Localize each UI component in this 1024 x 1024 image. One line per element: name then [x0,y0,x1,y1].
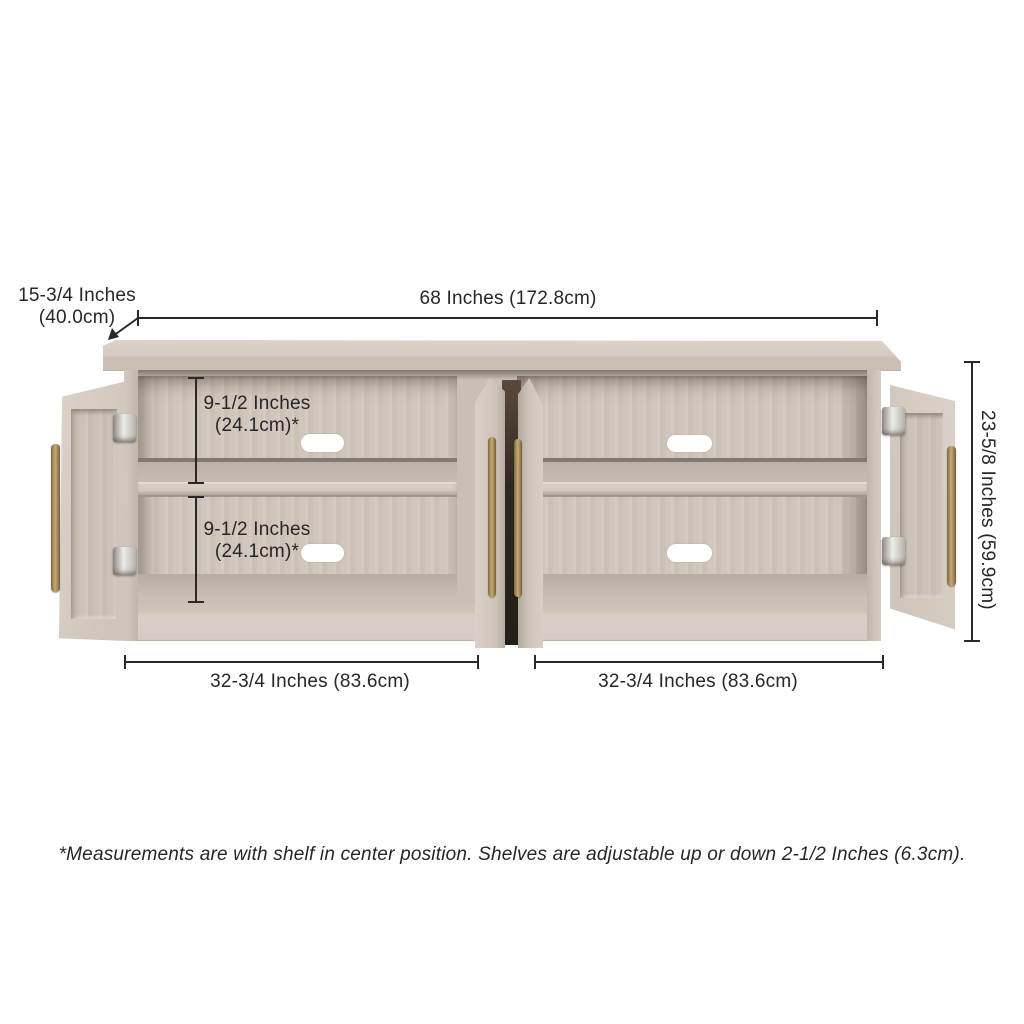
right-side-panel-edge [867,370,881,641]
center-right-door-handle [514,439,522,597]
cable-cutout-left-upper [301,434,344,452]
right-shelf-top [517,462,868,482]
depth-label-line1: 15-3/4 Inches [18,285,136,306]
right-door-hinge-top [882,407,905,435]
cable-cutout-right-lower [667,544,712,562]
right-door-hinge-bottom [882,537,905,565]
depth-label-line2: (40.0cm) [38,306,116,328]
depth-label [7,285,147,328]
lower-opening-label-line1: 9-1/2 Inches [203,519,311,540]
overall-height-label: 23-5/8 Inches (59.9cm) [977,410,998,610]
left-door-hinge-bottom [113,547,136,575]
depth-arrowhead [108,328,119,340]
right-door-panel [900,413,943,598]
left-shelf-top [137,462,457,482]
right-shelf-front-edge [517,482,868,495]
left-door-handle [51,444,60,592]
right-shelf-underline [517,495,868,497]
right-door-handle [947,446,956,586]
overall-width-label: 68 Inches (172.8cm) [419,288,597,309]
left-section-width-label: 32-3/4 Inches (83.6cm) [210,671,410,692]
measurement-footnote: *Measurements are with shelf in center position. Shelves are adjustable up or down 2-1/2 Inches (6.3cm). [58,844,966,865]
left-door-hinge-top [113,414,136,442]
cable-cutout-right-upper [667,435,712,452]
right-compartment-floor [517,574,868,602]
left-shelf-front-edge [137,482,457,495]
center-left-door-handle [488,437,496,597]
left-door-panel [71,409,117,619]
left-shelf-underline [137,495,457,497]
left-compartment-floor [137,574,457,602]
interior-top-shadow [124,370,881,380]
upper-opening-label-line2: (24.1cm)* [214,414,300,436]
right-section-width-label: 32-3/4 Inches (83.6cm) [598,671,798,692]
cabinet-top-board [103,340,901,371]
lower-opening-label-line2: (24.1cm)* [214,540,300,562]
upper-opening-label [198,393,316,436]
lower-opening-label [198,519,316,562]
upper-opening-label-line1: 9-1/2 Inches [203,393,311,414]
